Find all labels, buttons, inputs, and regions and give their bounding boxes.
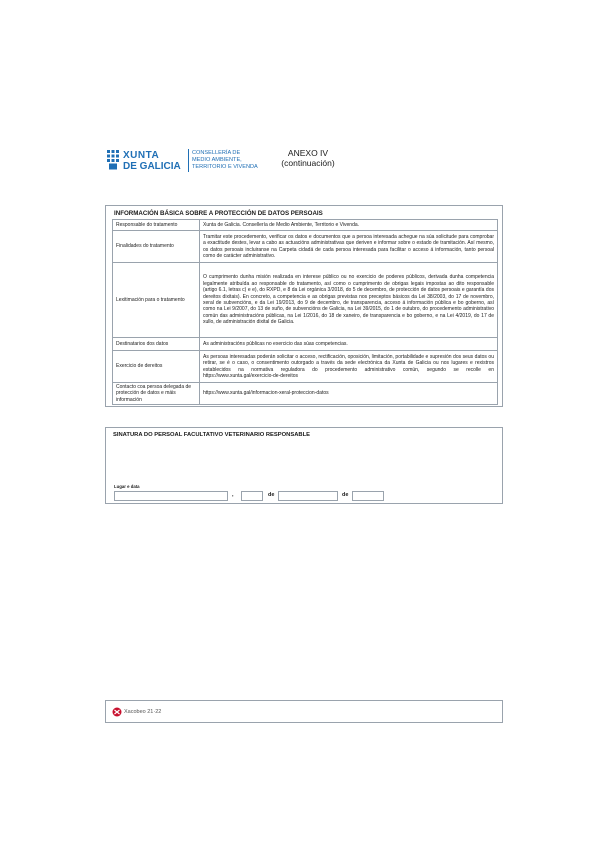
signature-section: [105, 427, 503, 504]
row-value: O cumprimento dunha misión realizada en interese público ou no exercicio de poderes públicos, derivada dunha competencia legalmente atribuída ao responsable do tratamento, así como o cumprimento de obrigas legais impostas ao dito responsable (artigo 6.1, letras c) e e), do RXPD, e 8 da Lei orgánica 3/2018, do 5 de decembro, de protección de datos persoais e garantía dos dereitos dixitais). En concreto, a competencia e as obrigas previstas nos preceptos básicos da Lei 38/2003, do 17 de novembro, xeral de subvencións, e da Lei 19/2013, do 9 de decembro, de transparencia, acceso á información pública e bo goberno, así como na Lei 9/2007, do 13 de xuño, de subvencións de Galicia, na Lei 39/2015, do 1 de outubro, do procedemento administrativo común das administracións públicas, na Lei 1/2016, do 18 de xaneiro, de transparencia e bo goberno, e na Lei 4/2019, do 17 de xullo, de administración dixital de Galicia.: [200, 263, 498, 338]
row-value: https://www.xunta.gal/informacion-xeral-proteccion-datos: [200, 383, 498, 405]
de-separator: de: [342, 492, 349, 498]
place-date-label: Lugar e data: [114, 484, 140, 489]
department-line: CONSELLERÍA DE: [192, 150, 241, 156]
table-row: [113, 351, 498, 383]
department-line: MEDIO AMBIENTE,: [192, 157, 242, 163]
department-line: TERRITORIO E VIVENDA: [192, 164, 258, 170]
row-value: Tramitar este procedemento, verificar os datos e documentos que a persoa interesada achegue na súa solicitude para comprobar a exactitude destes, levar a cabo as actuacións administrativas que deriven e informar sobre o estado de tramitación. Así mesmo, os datos persoais incluiranse na Carpeta cidadá de cada persoa interesada para facilitar o acceso á información, tanto persoal como de carácter administrativo.: [200, 231, 498, 263]
table-row: [113, 263, 498, 338]
row-label: Destinatarios dos datos: [113, 338, 200, 351]
logo-divider: [188, 149, 189, 172]
xunta-logo: [106, 148, 276, 174]
table-row: [113, 231, 498, 263]
department-name: [192, 150, 258, 171]
comma-separator: ,: [232, 492, 234, 498]
day-field[interactable]: [241, 491, 263, 501]
xacobeo-logo-icon: [112, 707, 122, 717]
xacobeo-brand-text: Xacobeo 21·22: [124, 709, 162, 715]
logo-text-galicia: DE GALICIA: [123, 161, 181, 172]
signature-title: SINATURA DO PERSOAL FACULTATIVO VETERINARIO RESPONSABLE: [113, 432, 310, 438]
table-row: [113, 383, 498, 405]
logo-text-xunta: XUNTA: [123, 150, 160, 161]
annex-title: ANEXO IV: [287, 148, 329, 158]
row-value: As persoas interesadas poderán solicitar o acceso, rectificación, oposición, limitación, portabilidade e supresión dos seus datos ou retirar, se é o caso, o consentimento outorgado a través da sede electrónica da Xunta de Galicia ou nos lugares e rexistros establecidos na normativa reguladora do procedemento administrativo común, segundo se recolle en https://www.xunta.gal/exercicio-de-dereitos: [200, 351, 498, 383]
data-protection-table: [112, 219, 498, 405]
data-protection-section: [105, 205, 503, 407]
row-value: As administracións públicas no exercicio das súas competencias.: [200, 338, 498, 351]
xunta-emblem-icon: [106, 149, 120, 171]
row-label: Contacto coa persoa delegada de protección de datos e máis información: [113, 383, 200, 405]
row-label: Exercicio de dereitos: [113, 351, 200, 383]
table-row: [113, 338, 498, 351]
table-row: [113, 220, 498, 231]
row-label: Finalidades do tratamento: [113, 231, 200, 263]
place-field[interactable]: [114, 491, 228, 501]
row-value: Xunta de Galicia. Consellería de Medio Ambiente, Territorio e Vivenda.: [200, 220, 498, 231]
annex-subtitle: (continuación): [281, 158, 335, 168]
annex-heading: [278, 148, 338, 168]
footer-bar: [105, 700, 503, 723]
data-protection-title: INFORMACIÓN BÁSICA SOBRE A PROTECCIÓN DE DATOS PERSOAIS: [114, 210, 323, 217]
month-field[interactable]: [278, 491, 338, 501]
year-field[interactable]: [352, 491, 384, 501]
de-separator: de: [268, 492, 275, 498]
row-label: Lexitimación para o tratamento: [113, 263, 200, 338]
row-label: Responsable do tratamento: [113, 220, 200, 231]
